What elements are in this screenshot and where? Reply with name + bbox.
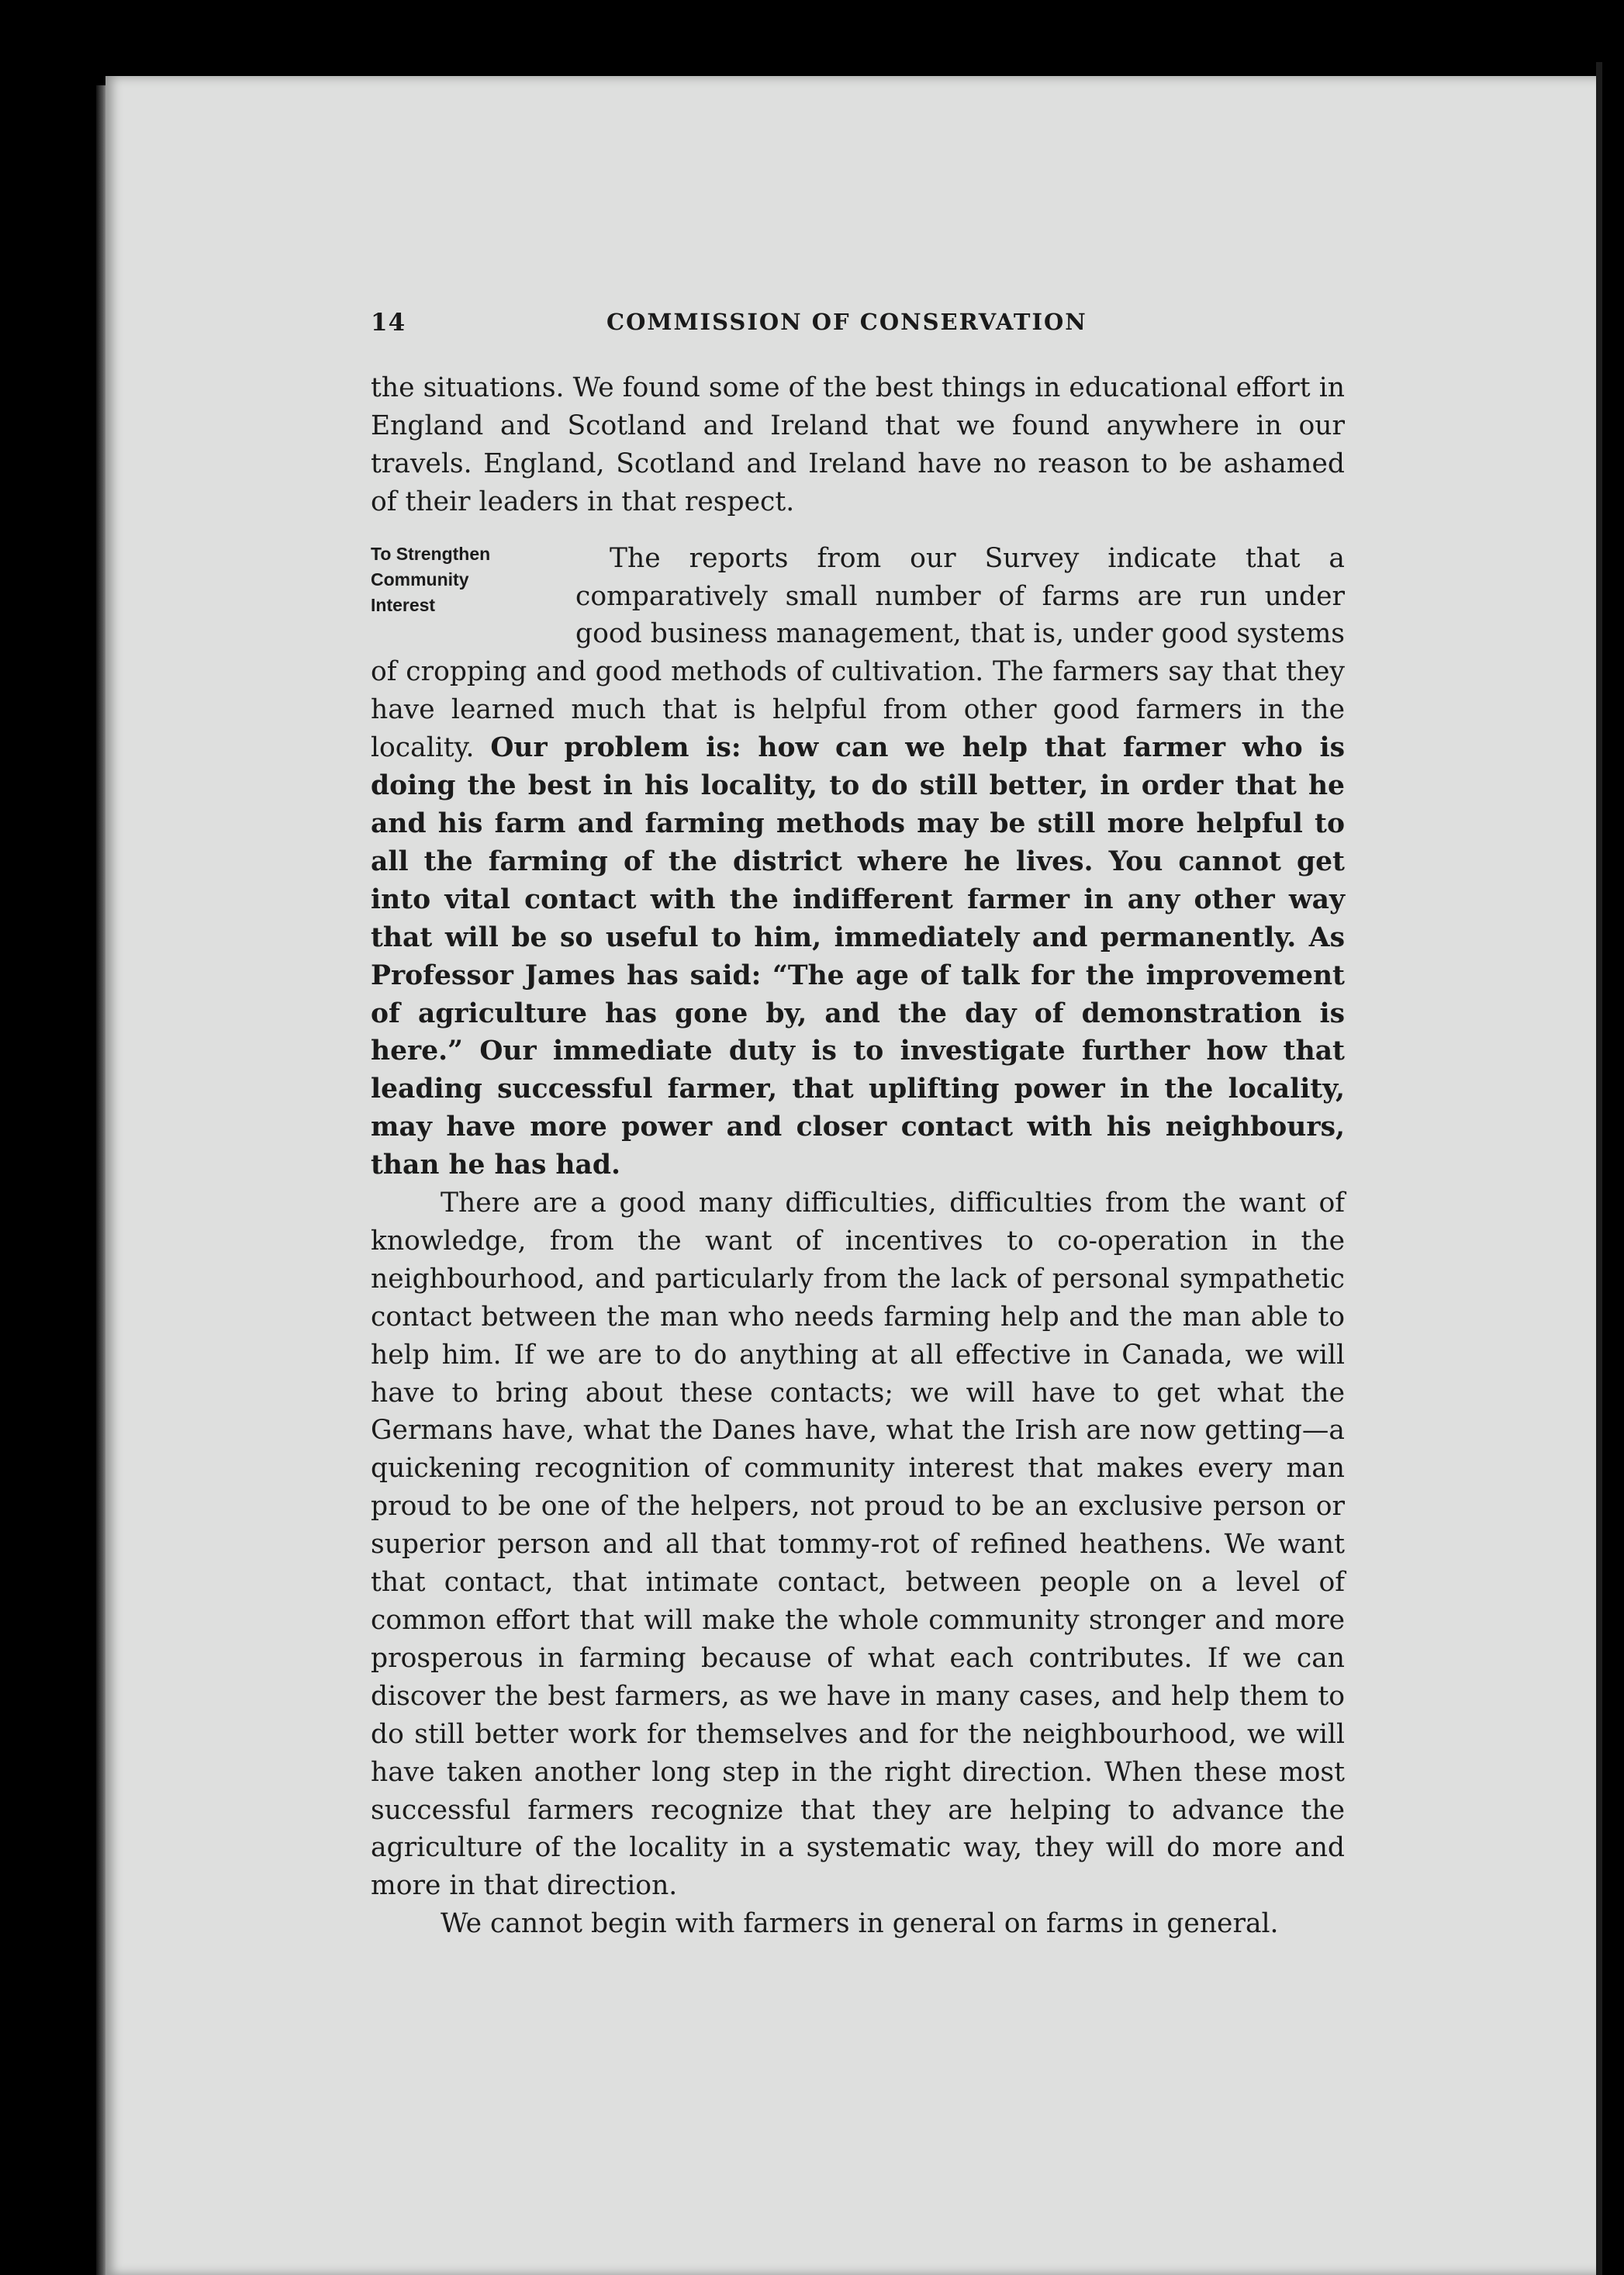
- paragraph-difficulties: There are a good many difficulties, difficulties from the want of knowledge, from the want of incentives to co-operation in the neighbourhood, and particularly from the lack of personal sympathetic contact between the man who needs farming help and the man able to help him. If we are to do anything at all effective in Canada, we will have to bring about these contacts; we will have to get what the Germans have, what the Danes have, what the Irish are now getting—a quickening recognition of community interest that makes every man proud to be one of the helpers, not proud to be an exclusive person or superior person and all that tommy-rot of refined heathens. We want that contact, that intimate contact, between people on a level of common effort that will make the whole community stronger and more prosperous in farming because of what each contributes. If we can discover the best farmers, as we have in many cases, and help them to do still better work for themselves and for the neighbourhood, we will have taken another long step in the right direction. When these most successful farmers recognize that they are helping to advance the agriculture of the locality in a systematic way, they will do more and more in that direction.: [371, 1188, 1345, 1902]
- running-head: [371, 309, 1345, 347]
- sidenote-to-strengthen-community-interest: [371, 541, 574, 618]
- page-number: 14: [371, 309, 406, 337]
- paragraph-strengthen-normal: The reports from our Survey indicate that a comparatively small number of farms are run under good business management, that is, under good systems of cropping and good methods of cultivation. The farmers say that they have learned much that is helpful from other good farmers in the locality.: [371, 542, 1345, 764]
- page-right-edge: [1596, 62, 1602, 2275]
- paragraph-continuation: the situations. We found some of the best things in educational effort in England and Scotland and Ireland that we found anywhere in our travels. England, Scotland and Ireland have no reason to be ashamed of their leaders in that respect.: [371, 372, 1345, 517]
- running-title: COMMISSION OF CONSERVATION: [606, 309, 1087, 335]
- sidenote-line: Interest: [371, 594, 436, 615]
- paragraph-last: We cannot begin with farmers in general on farms in general.: [441, 1908, 1279, 1940]
- body-text: [371, 369, 1345, 1943]
- paragraph-strengthen-bold: Our problem is: how can we help that farmer who is doing the best in his locality, to do still better, in order that he and his farm and farming methods may be still more helpful to all the farming of the district where he lives. You cannot get into vital contact with the indifferent farmer in any other way that will be so useful to him, immediately and permanently. As Professor James has said: “The age of talk for the improvement of agriculture has gone by, and the day of demonstration is here.” Our immediate duty is to investigate further how that leading successful farmer, that uplifting power in the locality, may have more power and closer contact with his neighbours, than he has had.: [371, 732, 1346, 1181]
- sidenote-line: Community: [371, 569, 469, 589]
- paragraph-strengthen-community: [371, 540, 1345, 1184]
- sidenote-line: To Strengthen: [371, 543, 491, 564]
